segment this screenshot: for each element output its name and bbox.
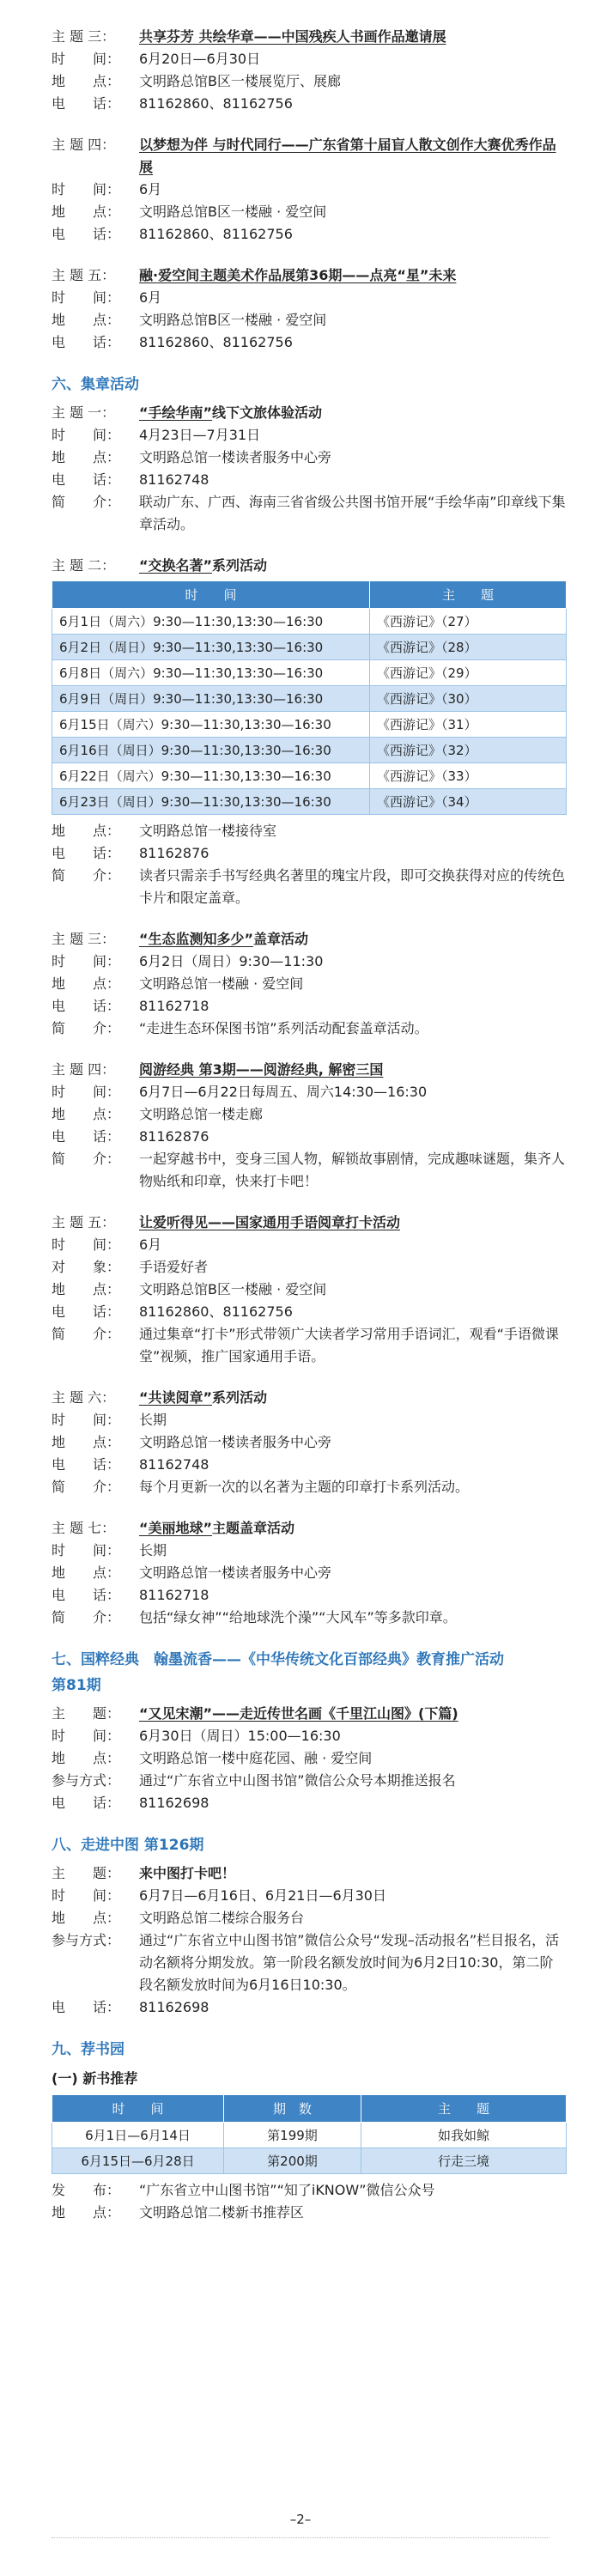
table-row: 6月8日（周六）9:30—11:30,13:30—16:30 《西游记》（29） <box>52 660 567 686</box>
s6-topic-5: 主 题 五： 让爱听得见——国家通用手语阅章打卡活动 时 间： 6月 对 象： 手语爱好者 地 点： 文明路总馆B区一楼融 · 爱空间 电 话： 81162860、81162756 简 介： 通过集章“打卡”形式带领广大读者学习常用手语词汇，观看“手语微课堂”视频，推广国家通用手语。 <box>52 1214 559 1364</box>
table-header-topic: 主 题 <box>361 2095 567 2123</box>
s6-topic-7: 主 题 七： “美丽地球”主题盖章活动 时 间： 长期 地 点： 文明路总馆一楼读者服务中心旁 电 话： 81162718 简 介： 包括“绿女神”“给地球洗个澡”“大风车”等多款印章。 <box>52 1520 457 1625</box>
table-header-issue: 期 数 <box>224 2095 361 2123</box>
s9-info: 发 布： “广东省立中山图书馆”“知了iKNOW”微信公众号 地 点： 文明路总馆二楼新书推荐区 <box>52 2182 435 2221</box>
s7-topic: 主 题： “又见宋潮”——走近传世名画《千里江山图》(下篇) 时 间： 6月30日（周日）15:00—16:30 地 点： 文明路总馆一楼中庭花园、融 · 爱空间 参与方式： 通过“广东省立中山图书馆”微信公众号本期推送报名 电 话： 81162698 <box>52 1705 458 1811</box>
s6-topic-4: 主 题 四： 阅游经典 第3期——阅游经典, 解密三国 时 间： 6月7日—6月22日每周五、周六14:30—16:30 地 点： 文明路总馆一楼走廊 电 话： 81162876 简 介： 一起穿越书中，变身三国人物，解锁故事剧情，完成趣味谜题，集齐人物贴纸和印章，快来打卡吧！ <box>52 1061 566 1189</box>
section-8-heading: 八、走进中图 第126期 <box>52 1837 204 1854</box>
section-9-heading: 九、荐书园 <box>52 2041 124 2058</box>
page-number: –2– <box>289 2512 312 2527</box>
table-row: 6月2日（周日）9:30—11:30,13:30—16:30 《西游记》（28） <box>52 635 567 660</box>
s6-topic-2: 主 题 二： “交换名著”系列活动 时 间 主 题 6月1日（周六）9:30—11:30,13:30—16:30 《西游记》（27） 6月2日（周日）9:30—11:30,13:30—16:30 《西游记》（28） 6月8日（周六）9:30—11:30,13:30—16:30 《西游记》（29） 6月9日（周日）9:30—11:30,13:30—16:30 《西游记》（30） 6月15日（周六）9:30—11:30,13:30—16:30 《西游记》（31） 6月16日（周日）9:30—11:30,13:30—16:30 《西游记》（32） 6月22日（周六）9:30—11:30,13:30—16:30 《西游记》（33） 6月23日（周日）9:30—11:30,13:30—16:30 《西游记》（34） 地 点： 文明路总馆一楼接待室 电 话： 81162876 简 介： 读者只需亲手书写经典名著里的瑰宝片段，即可交换获得对应的传统色卡片和限定盖章。 <box>52 557 566 906</box>
table-header-time: 时 间 <box>52 2095 224 2123</box>
table-row: 6月9日（周日）9:30—11:30,13:30—16:30 《西游记》（30） <box>52 686 567 712</box>
section-7-heading: 七、国粹经典 翰墨流香——《中华传统文化百部经典》教育推广活动 <box>52 1651 504 1668</box>
exhibition-3: 主 题 三： 共享芬芳 共绘华章——中国残疾人书画作品邀请展 时 间： 6月20日—6月30日 地 点： 文明路总馆B区一楼展览厅、展廊 电 话： 81162860、81162756 <box>52 28 446 112</box>
table-header-topic: 主 题 <box>370 581 567 609</box>
table-row: 6月1日（周六）9:30—11:30,13:30—16:30 《西游记》（27） <box>52 609 567 635</box>
table-row: 6月22日（周六）9:30—11:30,13:30—16:30 《西游记》（33） <box>52 763 567 789</box>
table-row: 6月16日（周日）9:30—11:30,13:30—16:30 《西游记》（32） <box>52 738 567 763</box>
section-7-issue: 第81期 <box>52 1677 101 1694</box>
footer-divider <box>52 2537 549 2538</box>
table-row: 6月23日（周日）9:30—11:30,13:30—16:30 《西游记》（34） <box>52 789 567 815</box>
s6-topic-3: 主 题 三： “生态监测知多少”盖章活动 时 间： 6月2日（周日）9:30—11:30 地 点： 文明路总馆一楼融 · 爱空间 电 话： 81162718 简 介： “走进生态环保图书馆”系列活动配套盖章活动。 <box>52 931 428 1036</box>
table-row: 6月15日（周六）9:30—11:30,13:30—16:30 《西游记》（31） <box>52 712 567 738</box>
new-books-table <box>52 2094 567 2174</box>
table-row: 6月15日—6月28日 第200期 行走三境 <box>52 2148 567 2174</box>
s8-topic: 主 题： 来中图打卡吧！ 时 间： 6月7日—6月16日、6月21日—6月30日 地 点： 文明路总馆二楼综合服务台 参与方式： 通过“广东省立中山图书馆”微信公众号“发现–活动报名”栏目报名，活动名额将分期发放。第一阶段名额发放时间为6月2日10:30，第二阶段名额发放时间为6月16日10:30。 电 话： 81162698 <box>52 1865 560 2015</box>
table-header-time: 时 间 <box>52 581 370 609</box>
exhibition-4: 主 题 四： 以梦想为伴 与时代同行——广东省第十届盲人散文创作大赛优秀作品展 时 间： 6月 地 点： 文明路总馆B区一楼融 · 爱空间 电 话： 81162860、81162756 <box>52 137 556 242</box>
exhibition-5: 主 题 五： 融·爱空间主题美术作品展第36期——点亮“星”未来 时 间： 6月 地 点： 文明路总馆B区一楼融 · 爱空间 电 话： 81162860、81162756 <box>52 267 457 350</box>
section-6-heading: 六、集章活动 <box>52 376 139 393</box>
s6-topic-1: 主 题 一： “手绘华南”线下文旅体验活动 时 间： 4月23日—7月31日 地 点： 文明路总馆一楼读者服务中心旁 电 话： 81162748 简 介： 联动广东、广西、海南三省省级公共图书馆开展“手绘华南”印章线下集章活动。 <box>52 404 566 532</box>
document-page <box>52 26 567 2243</box>
s6-topic-6: 主 题 六： “共读阅章”系列活动 时 间： 长期 地 点： 文明路总馆一楼读者服务中心旁 电 话： 81162748 简 介： 每个月更新一次的以名著为主题的印章打卡系列活动。 <box>52 1389 470 1495</box>
new-books-subheading: (一) 新书推荐 <box>52 2070 138 2087</box>
table-row: 6月1日—6月14日 第199期 如我如鲸 <box>52 2123 567 2148</box>
exchange-classics-table <box>52 580 567 815</box>
